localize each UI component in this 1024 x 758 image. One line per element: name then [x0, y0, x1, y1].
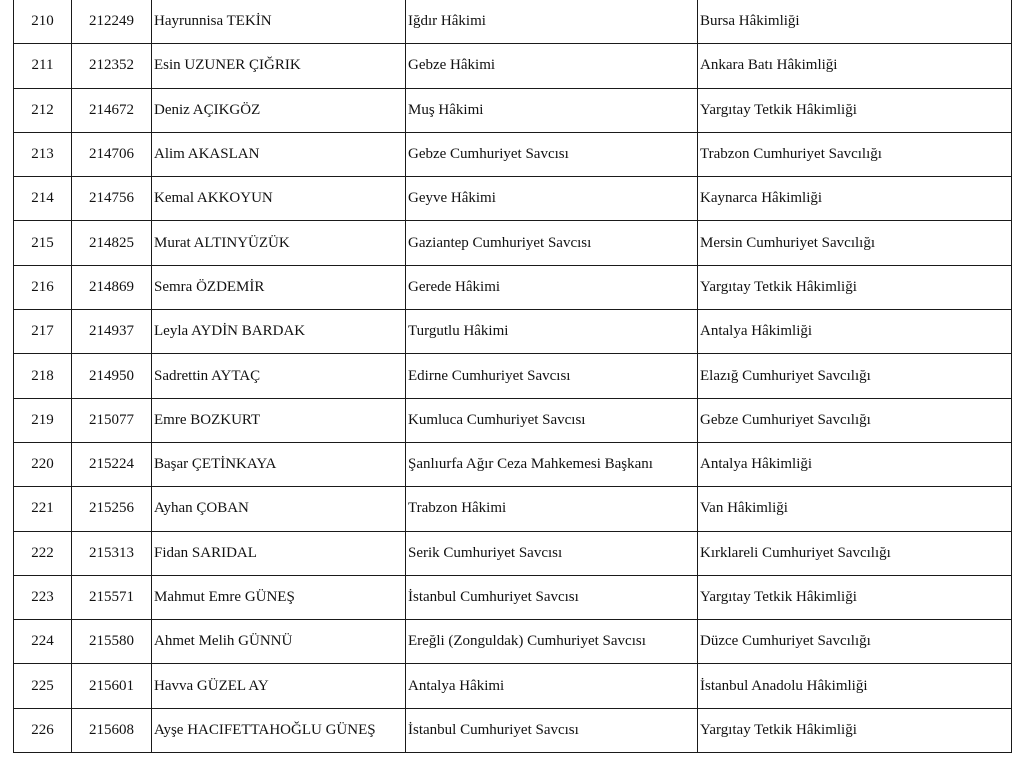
- registry-number-cell: 215313: [72, 531, 152, 575]
- current-post-cell: Edirne Cumhuriyet Savcısı: [406, 354, 698, 398]
- current-post-cell: Kumluca Cumhuriyet Savcısı: [406, 398, 698, 442]
- row-number-cell: 215: [14, 221, 72, 265]
- registry-number-cell: 214756: [72, 177, 152, 221]
- full-name-cell: Mahmut Emre GÜNEŞ: [152, 575, 406, 619]
- registry-number-cell: 214672: [72, 88, 152, 132]
- new-post-cell: Gebze Cumhuriyet Savcılığı: [698, 398, 1012, 442]
- table-row: [14, 664, 1012, 708]
- new-post-cell: Trabzon Cumhuriyet Savcılığı: [698, 132, 1012, 176]
- registry-number-cell: 215571: [72, 575, 152, 619]
- new-post-cell: Yargıtay Tetkik Hâkimliği: [698, 88, 1012, 132]
- row-number-cell: 225: [14, 664, 72, 708]
- full-name-cell: Murat ALTINYÜZÜK: [152, 221, 406, 265]
- new-post-cell: Yargıtay Tetkik Hâkimliği: [698, 265, 1012, 309]
- appointment-table: [13, 0, 1012, 753]
- row-number-cell: 226: [14, 708, 72, 752]
- new-post-cell: Van Hâkimliği: [698, 487, 1012, 531]
- registry-number-cell: 215580: [72, 620, 152, 664]
- registry-number-cell: 215608: [72, 708, 152, 752]
- table-row: [14, 265, 1012, 309]
- current-post-cell: Gebze Hâkimi: [406, 44, 698, 88]
- table-row: [14, 221, 1012, 265]
- registry-number-cell: 215077: [72, 398, 152, 442]
- current-post-cell: İstanbul Cumhuriyet Savcısı: [406, 708, 698, 752]
- full-name-cell: Semra ÖZDEMİR: [152, 265, 406, 309]
- table-row: [14, 708, 1012, 752]
- full-name-cell: Alim AKASLAN: [152, 132, 406, 176]
- full-name-cell: Başar ÇETİNKAYA: [152, 442, 406, 486]
- current-post-cell: Şanlıurfa Ağır Ceza Mahkemesi Başkanı: [406, 442, 698, 486]
- row-number-cell: 213: [14, 132, 72, 176]
- new-post-cell: Antalya Hâkimliği: [698, 310, 1012, 354]
- row-number-cell: 214: [14, 177, 72, 221]
- table-row: [14, 88, 1012, 132]
- registry-number-cell: 215224: [72, 442, 152, 486]
- current-post-cell: İstanbul Cumhuriyet Savcısı: [406, 575, 698, 619]
- table-row: [14, 575, 1012, 619]
- full-name-cell: Ayhan ÇOBAN: [152, 487, 406, 531]
- registry-number-cell: 214937: [72, 310, 152, 354]
- full-name-cell: Ayşe HACIFETTAHOĞLU GÜNEŞ: [152, 708, 406, 752]
- registry-number-cell: 214825: [72, 221, 152, 265]
- full-name-cell: Kemal AKKOYUN: [152, 177, 406, 221]
- full-name-cell: Sadrettin AYTAÇ: [152, 354, 406, 398]
- row-number-cell: 211: [14, 44, 72, 88]
- full-name-cell: Hayrunnisa TEKİN: [152, 0, 406, 44]
- new-post-cell: Elazığ Cumhuriyet Savcılığı: [698, 354, 1012, 398]
- full-name-cell: Ahmet Melih GÜNNÜ: [152, 620, 406, 664]
- registry-number-cell: 214869: [72, 265, 152, 309]
- new-post-cell: Kırklareli Cumhuriyet Savcılığı: [698, 531, 1012, 575]
- new-post-cell: Antalya Hâkimliği: [698, 442, 1012, 486]
- full-name-cell: Fidan SARIDAL: [152, 531, 406, 575]
- row-number-cell: 224: [14, 620, 72, 664]
- full-name-cell: Emre BOZKURT: [152, 398, 406, 442]
- table-row: [14, 354, 1012, 398]
- full-name-cell: Leyla AYDİN BARDAK: [152, 310, 406, 354]
- row-number-cell: 217: [14, 310, 72, 354]
- new-post-cell: İstanbul Anadolu Hâkimliği: [698, 664, 1012, 708]
- row-number-cell: 218: [14, 354, 72, 398]
- new-post-cell: Kaynarca Hâkimliği: [698, 177, 1012, 221]
- table-body: [14, 0, 1012, 753]
- table-row: [14, 44, 1012, 88]
- new-post-cell: Mersin Cumhuriyet Savcılığı: [698, 221, 1012, 265]
- full-name-cell: Havva GÜZEL AY: [152, 664, 406, 708]
- table-row: [14, 531, 1012, 575]
- new-post-cell: Ankara Batı Hâkimliği: [698, 44, 1012, 88]
- table-row: [14, 620, 1012, 664]
- current-post-cell: Geyve Hâkimi: [406, 177, 698, 221]
- new-post-cell: Düzce Cumhuriyet Savcılığı: [698, 620, 1012, 664]
- full-name-cell: Esin UZUNER ÇIĞRIK: [152, 44, 406, 88]
- table-row: [14, 132, 1012, 176]
- table-row: [14, 177, 1012, 221]
- table-row: [14, 310, 1012, 354]
- registry-number-cell: 212352: [72, 44, 152, 88]
- full-name-cell: Deniz AÇIKGÖZ: [152, 88, 406, 132]
- table-row: [14, 0, 1012, 44]
- row-number-cell: 220: [14, 442, 72, 486]
- row-number-cell: 222: [14, 531, 72, 575]
- new-post-cell: Yargıtay Tetkik Hâkimliği: [698, 575, 1012, 619]
- row-number-cell: 219: [14, 398, 72, 442]
- table-row: [14, 398, 1012, 442]
- row-number-cell: 210: [14, 0, 72, 44]
- row-number-cell: 216: [14, 265, 72, 309]
- new-post-cell: Bursa Hâkimliği: [698, 0, 1012, 44]
- current-post-cell: Iğdır Hâkimi: [406, 0, 698, 44]
- registry-number-cell: 212249: [72, 0, 152, 44]
- current-post-cell: Antalya Hâkimi: [406, 664, 698, 708]
- registry-number-cell: 214706: [72, 132, 152, 176]
- current-post-cell: Trabzon Hâkimi: [406, 487, 698, 531]
- current-post-cell: Serik Cumhuriyet Savcısı: [406, 531, 698, 575]
- registry-number-cell: 215601: [72, 664, 152, 708]
- table-row: [14, 487, 1012, 531]
- current-post-cell: Gerede Hâkimi: [406, 265, 698, 309]
- new-post-cell: Yargıtay Tetkik Hâkimliği: [698, 708, 1012, 752]
- current-post-cell: Gebze Cumhuriyet Savcısı: [406, 132, 698, 176]
- current-post-cell: Ereğli (Zonguldak) Cumhuriyet Savcısı: [406, 620, 698, 664]
- current-post-cell: Turgutlu Hâkimi: [406, 310, 698, 354]
- current-post-cell: Muş Hâkimi: [406, 88, 698, 132]
- registry-number-cell: 214950: [72, 354, 152, 398]
- registry-number-cell: 215256: [72, 487, 152, 531]
- row-number-cell: 223: [14, 575, 72, 619]
- row-number-cell: 221: [14, 487, 72, 531]
- table-row: [14, 442, 1012, 486]
- row-number-cell: 212: [14, 88, 72, 132]
- current-post-cell: Gaziantep Cumhuriyet Savcısı: [406, 221, 698, 265]
